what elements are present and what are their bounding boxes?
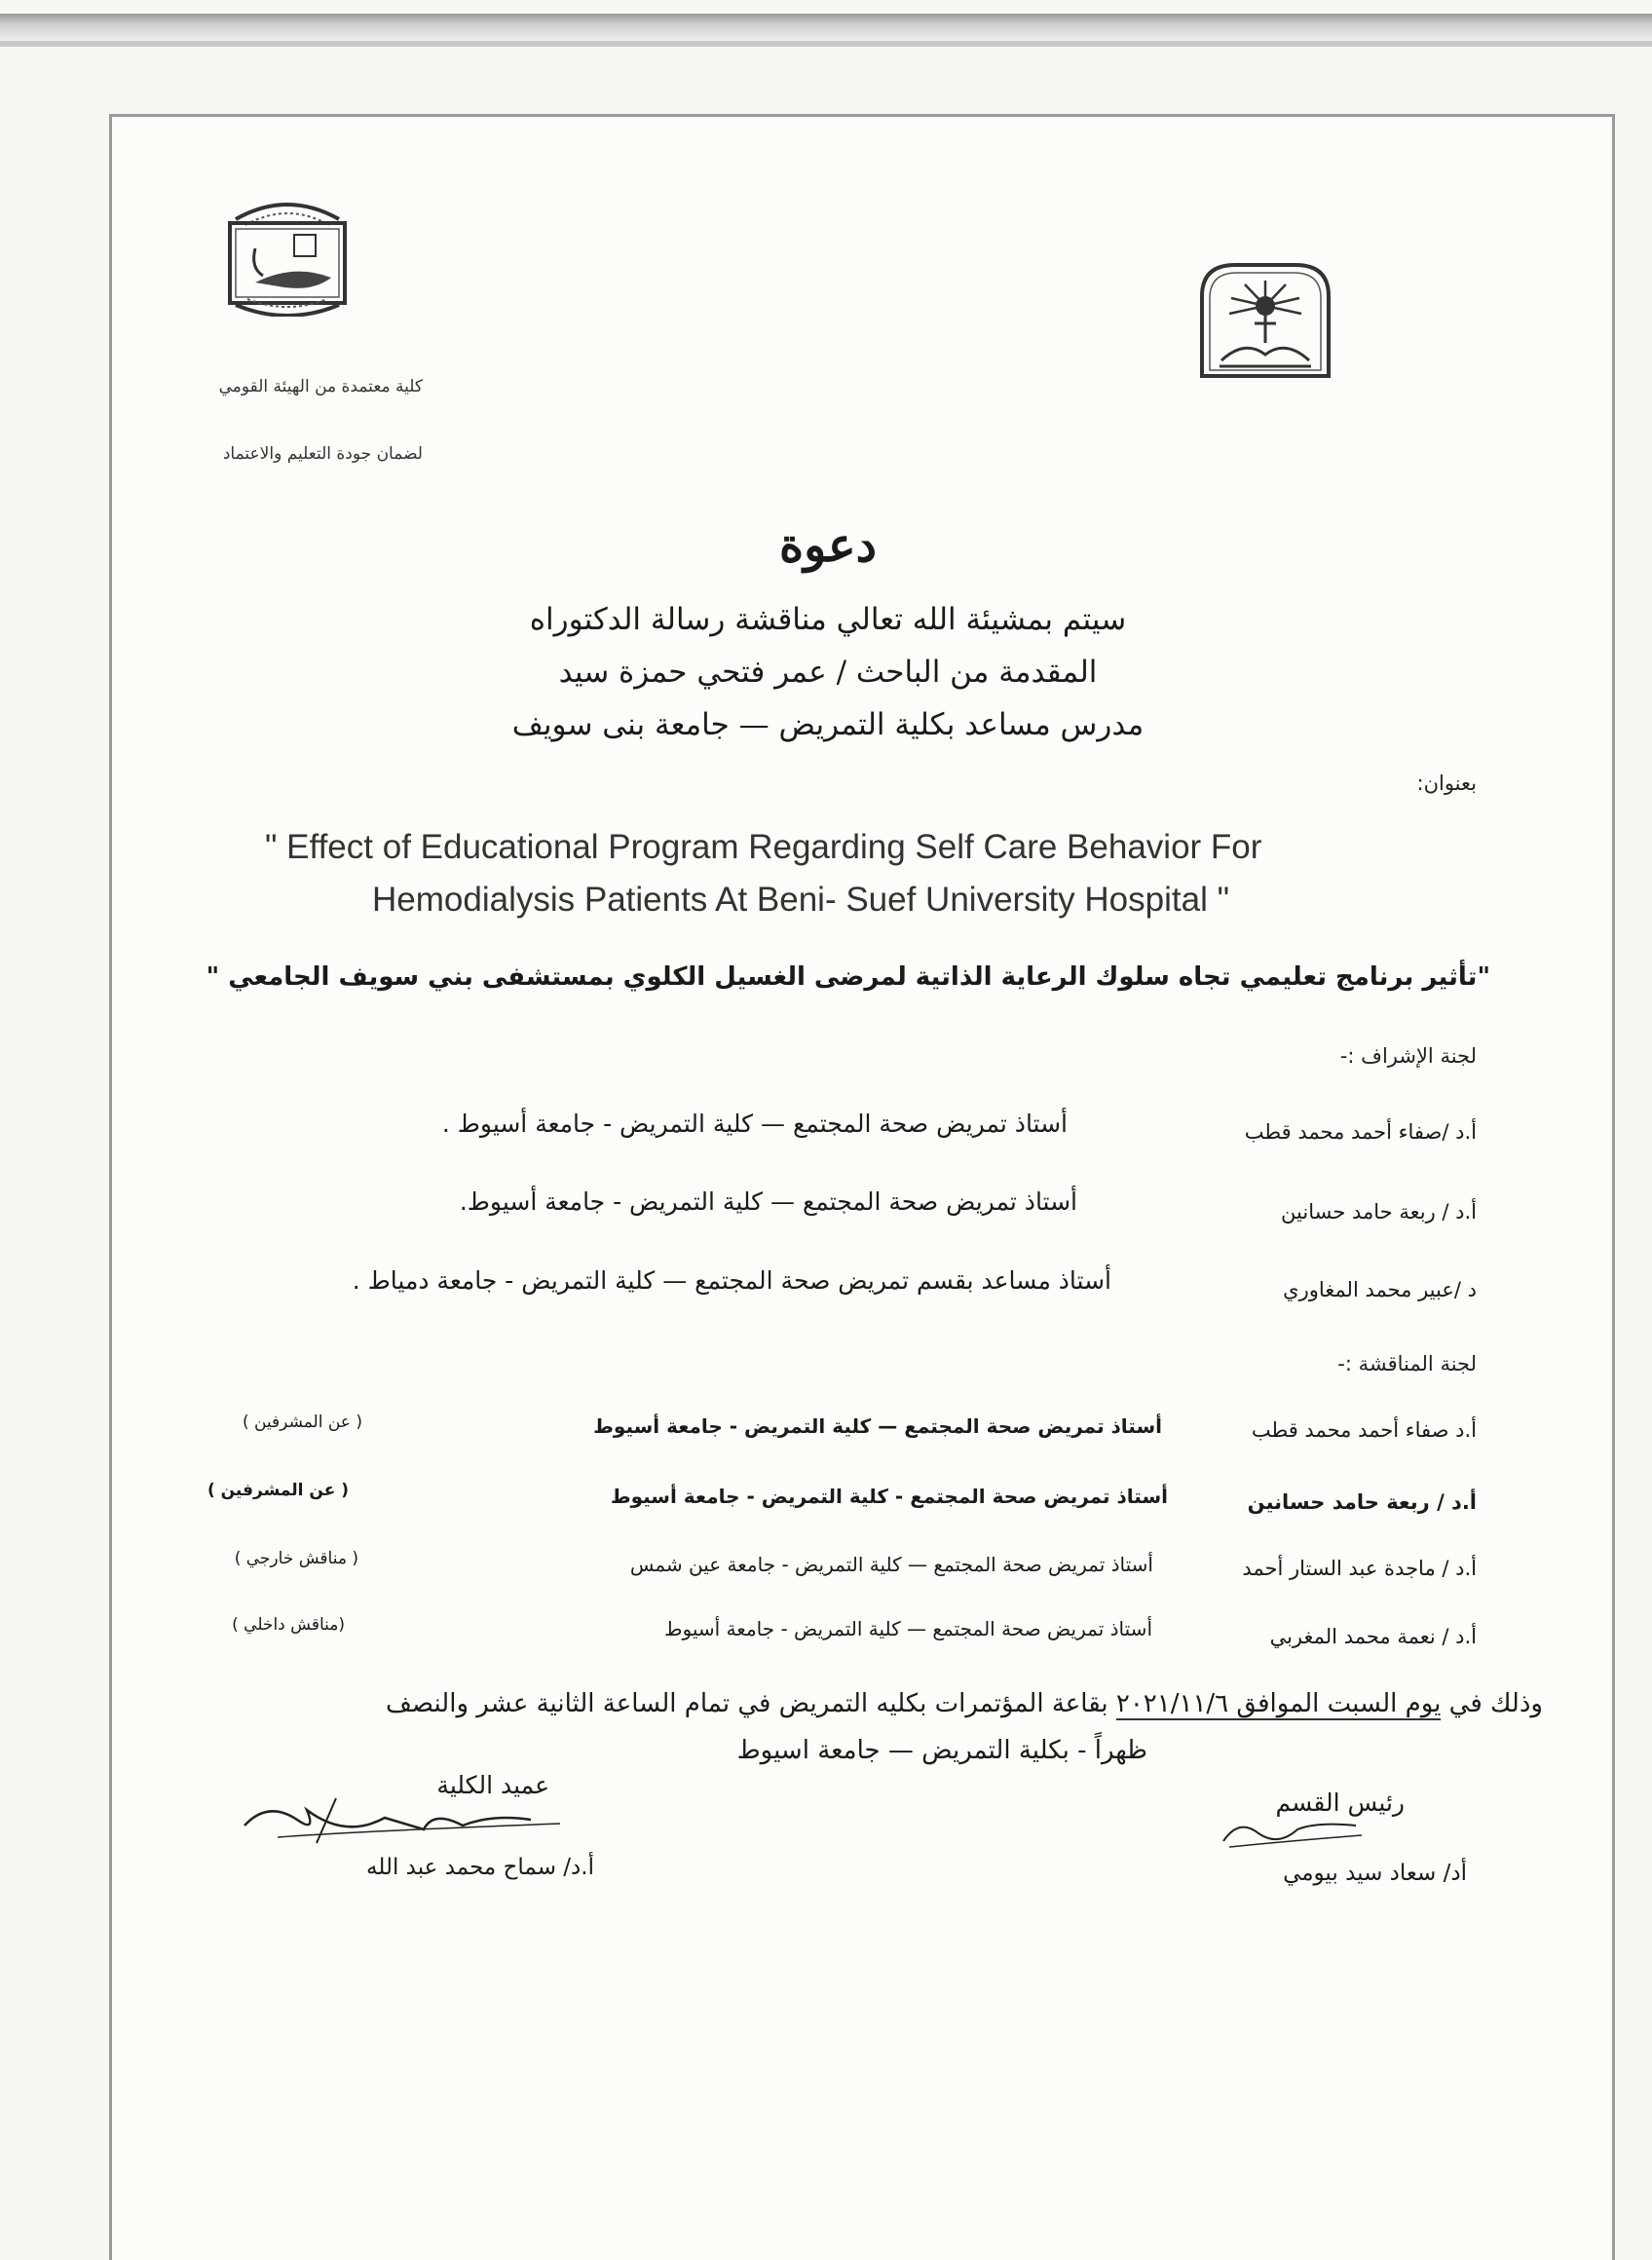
university-logo-icon <box>1196 261 1334 380</box>
examiner-2-name: أ.د / ربعة حامد حسانين <box>1247 1490 1477 1514</box>
intro-line-2: المقدمة من الباحث / عمر فتحي حمزة سيد <box>558 655 1098 690</box>
closing-date: يوم السبت الموافق ٢٠٢١/١١/٦ <box>1115 1689 1442 1718</box>
examiner-2-title: أستاذ تمريض صحة المجتمع - كلية التمريض - جامعة أسيوط <box>610 1485 1168 1508</box>
head-signature-icon <box>1220 1812 1366 1851</box>
accreditation-line-2: لضمان جودة التعليم والاعتماد <box>222 444 423 464</box>
subject-label: بعنوان: <box>1416 772 1477 795</box>
examiner-3-title: أستاذ تمريض صحة المجتمع — كلية التمريض - جامعة عين شمس <box>629 1553 1153 1576</box>
examiner-1-role: ( عن المشرفين ) <box>242 1412 362 1432</box>
examination-label: لجنة المناقشة :- <box>1337 1352 1477 1375</box>
closing-rest: بقاعة المؤتمرات بكليه التمريض في تمام الساعة الثانية عشر والنصف <box>386 1689 1108 1718</box>
closing-line-2: ظهراً - بكلية التمريض — جامعة اسيوط <box>736 1736 1147 1765</box>
supervision-label: لجنة الإشراف :- <box>1339 1044 1477 1068</box>
examiner-3-name: أ.د / ماجدة عبد الستار أحمد <box>1242 1557 1477 1580</box>
head-role: رئيس القسم <box>1275 1789 1405 1817</box>
examiner-2-role: ( عن المشرفين ) <box>206 1481 349 1500</box>
examiner-4-name: أ.د / نعمة محمد المغربي <box>1269 1625 1477 1648</box>
accreditation-line-1: كلية معتمدة من الهيئة القومي <box>218 377 423 396</box>
intro-line-1: سيتم بمشيئة الله تعالي مناقشة رسالة الدكتوراه <box>529 602 1127 637</box>
examiner-1-title: أستاذ تمريض صحة المجتمع — كلية التمريض - جامعة أسيوط <box>593 1414 1162 1438</box>
scan-top-edge <box>0 14 1652 41</box>
examiner-4-role: (مناقش داخلي ) <box>232 1615 345 1635</box>
dean-name: أ.د/ سماح محمد عبد الله <box>366 1855 594 1880</box>
examiner-4-title: أستاذ تمريض صحة المجتمع — كلية التمريض - جامعة أسيوط <box>664 1617 1152 1640</box>
supervisor-2-name: أ.د / ربعة حامد حسانين <box>1281 1200 1477 1224</box>
closing-prefix: وذلك في <box>1448 1689 1543 1718</box>
closing-line-1 <box>386 1689 1543 1718</box>
dean-signature-icon <box>239 1790 570 1849</box>
english-title-line-1: " Effect of Educational Program Regarding Self Care Behavior For <box>265 828 1262 866</box>
head-name: أد/ سعاد سيد بيومي <box>1283 1861 1467 1886</box>
supervisor-2-title: أستاذ تمريض صحة المجتمع — كلية التمريض - جامعة أسيوط. <box>459 1187 1077 1216</box>
supervisor-1-name: أ.د /صفاء أحمد محمد قطب <box>1244 1120 1477 1144</box>
arabic-title: "تأثير برنامج تعليمي تجاه سلوك الرعاية الذاتية لمرضى الغسيل الكلوي بمستشفى بني سويف الجامعي " <box>206 962 1490 992</box>
examiner-1-name: أ.د صفاء أحمد محمد قطب <box>1251 1418 1477 1442</box>
supervisor-3-name: د /عبير محمد المغاوري <box>1283 1278 1477 1301</box>
faculty-logo-icon <box>216 190 358 317</box>
examiner-3-role: ( مناقش خارجي ) <box>234 1549 358 1568</box>
intro-line-3: مدرس مساعد بكلية التمريض — جامعة بنى سويف <box>511 707 1145 742</box>
scan-top-shadow <box>0 41 1652 47</box>
supervisor-1-title: أستاذ تمريض صحة المجتمع — كلية التمريض - جامعة أسيوط . <box>441 1110 1068 1138</box>
dean-role: عميد الكلية <box>436 1771 549 1799</box>
supervisor-3-title: أستاذ مساعد بقسم تمريض صحة المجتمع — كلية التمريض - جامعة دمياط . <box>352 1266 1111 1295</box>
invitation-title: دعوة <box>779 518 877 573</box>
english-title-line-2: Hemodialysis Patients At Beni- Suef University Hospital " <box>372 881 1230 919</box>
